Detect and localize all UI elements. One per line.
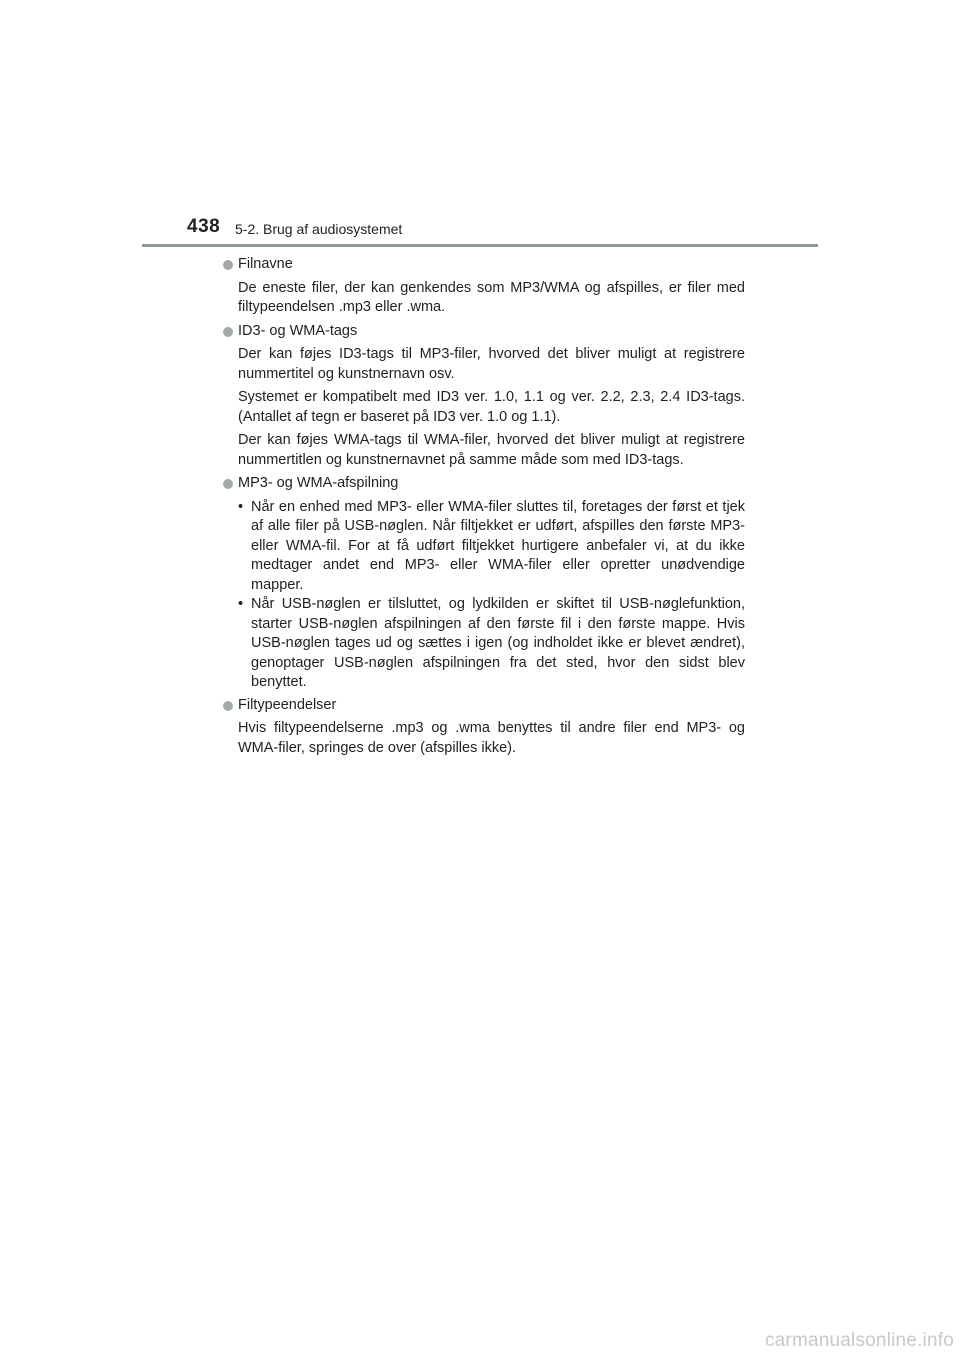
item-heading (223, 474, 745, 494)
item-mp3-wma-playback (223, 474, 745, 693)
item-heading-text: Filtypeendelser (238, 696, 337, 713)
sub-bullet-dot: • (238, 498, 244, 515)
header-divider (142, 244, 818, 247)
item-heading-text: Filnavne (238, 256, 293, 272)
item-file-extensions (223, 696, 745, 759)
watermark: carmanualsonline.info (764, 1330, 954, 1351)
paragraph: Der kan føjes ID3-tags til MP3-filer, hvorved det bliver muligt at registrere nummertitel og kunstnernavn osv. (238, 346, 745, 382)
list-item (238, 498, 745, 596)
item-heading (223, 696, 745, 716)
bullet-circle-icon (223, 479, 233, 489)
item-body (223, 719, 745, 758)
item-id3-wma-tags (223, 322, 745, 471)
main-content (223, 252, 745, 762)
item-body (223, 345, 745, 470)
item-heading-text: ID3- og WMA-tags (238, 322, 358, 339)
sub-bullet-dot: • (238, 596, 244, 612)
paragraph: Hvis filtypeendelserne .mp3 og .wma benyttes til andre filer end MP3- og WMA-filer, springes de over (afspilles ikke). (238, 720, 745, 756)
item-heading (223, 322, 745, 342)
bullet-circle-icon (223, 260, 233, 270)
item-heading (223, 255, 745, 275)
list-item (238, 595, 745, 693)
paragraph: De eneste filer, der kan genkendes som MP3/WMA og afspilles, er filer med filtypeendelsen .mp3 eller .wma. (238, 279, 745, 315)
item-filnavne (223, 255, 745, 318)
list-item-text: Når USB-nøglen er tilsluttet, og lydkilden er skiftet til USB-nøglefunktion, starter USB-nøglen afspilningen af den første fil i den første mappe. Hvis USB-nøglen tages ud og sættes i igen (og indholdet ikke er blevet ændret), genoptager USB-nøglen afspilningen fra det sted, hvor den sidst blev benyttet. (251, 596, 745, 690)
item-heading-text: MP3- og WMA-afspilning (238, 475, 399, 491)
list-item-text: Når en enhed med MP3- eller WMA-filer sluttes til, foretages der først et tjek af alle filer på USB-nøglen. Når filtjekket er udført, afspilles den første MP3- eller WMA-fil. For at få udført filtjekket hurtigere anbefaler vi, at du ikke medtager andet end MP3- eller WMA-filer eller opretter unødvendige mapper. (251, 498, 745, 593)
section-title: 5-2. Brug af audiosystemet (235, 221, 403, 237)
sub-bullet-list (223, 498, 745, 693)
paragraph: Systemet er kompatibelt med ID3 ver. 1.0, 1.1 og ver. 2.2, 2.3, 2.4 ID3-tags. (Antallet af tegn er baseret på ID3 ver. 1.0 og 1.1). (238, 389, 745, 425)
bullet-circle-icon (223, 327, 233, 337)
page-number: 438 (187, 216, 221, 237)
item-body (223, 279, 745, 318)
bullet-circle-icon (223, 701, 233, 711)
paragraph: Der kan føjes WMA-tags til WMA-filer, hvorved det bliver muligt at registrere nummertitlen og kunstnernavnet på samme måde som med ID3-tags. (238, 432, 745, 468)
